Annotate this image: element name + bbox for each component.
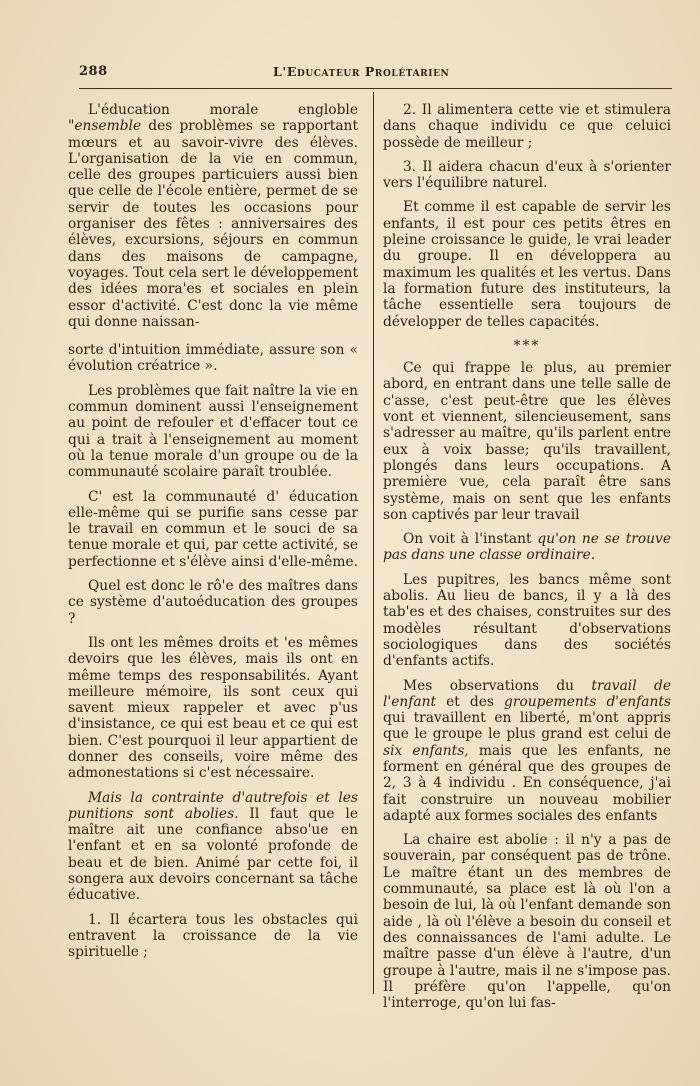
paragraph-observations	[383, 678, 671, 825]
paragraph-furniture: Les pupitres, les bancs même sont abolis. Au lieu de bancs, il y a là des tab'es et des chaises, construites sur des modèles résultant d'observations sociologiques dans des sociétés d'enfants actifs.	[383, 571, 671, 670]
paragraph-constraint	[68, 790, 358, 904]
italic-run: groupements d'enfants	[504, 693, 671, 710]
running-title: L'Educateur Prolétarien	[273, 64, 450, 79]
paragraph-community: C' est la communauté d' éducation elle-même qui se purifie sans cesse par le travail en commun et le souci de sa tenue morale et qui, par cette activité, se perfectionne et s'élève ainsi d'elle-même.	[68, 488, 358, 570]
italic-run: qu'on ne se trouve pas dans une classe ordinaire.	[383, 531, 671, 564]
text-run: L'éducation morale engloble	[88, 102, 358, 118]
italic-run: six enfants,	[383, 742, 469, 759]
paragraph-role-question: Quel est donc le rô'e des maîtres dans ce système d'autoéducation des groupes ?	[68, 578, 358, 627]
paragraph-not-ordinary	[383, 531, 671, 564]
left-column	[68, 102, 358, 969]
column-divider	[373, 92, 374, 994]
text-run: des problèmes se rapportant mœurs et au savoir-vivre des élèves. L'organisation de la vie en commun, celle des groupes particuiers aussi bien que celle de l'école entière, permet de se servir de toutes les occasions pour organiser des fêtes : anniversaires des élèves, excursions, séjours en commun dans des maisons de campagne, voyages. Tout cela sert le développement des idées mora'es et sociales en plein essor d'activité. C'est donc la vie même qui donne naissan-	[68, 118, 358, 330]
page-number: 288	[79, 64, 108, 79]
header-rule	[79, 88, 672, 89]
text-run: Il faut que le maître ait une confiance abso'ue en l'enfant et en sa volonté profonde de beau et de bien. Animé par cette foi, il songera aux devoirs concernant sa tâche éducative.	[68, 805, 358, 904]
paragraph-intuition: sorte d'intuition immédiate, assure son « évolution créatrice ».	[68, 342, 358, 375]
paragraph-teacher-duties: Ils ont les mêmes droits et 'es mêmes devoirs que les élèves, mais ils ont en même temps des responsabilités. Ayant meilleure mémoire, ils sont ceux qui savent mieux rappeler et avec p'us d'insistance, ce qui est beau et ce qui est bien. C'est pourquoi il leur appartient de donner des conseils, voire même des admonestations si c'est nécessaire.	[68, 634, 358, 782]
page-header	[79, 64, 669, 84]
right-column	[383, 102, 671, 1019]
paragraph-first-impression: Ce qui frappe le plus, au premier abord, en entrant dans une telle salle de c'asse, c'est peut-être que les élèves vont et viennent, silencieusement, sans s'adresser au maître, qu'ils parlent entre eux à voix basse; qu'ils travaillent, plongés dans leurs occupations. A première vue, cela paraît être sans système, mais on sent que les enfants son captivés par leur travail	[383, 360, 671, 523]
paragraph-guide: Et comme il est capable de servir les enfants, il est pour ces petits êtres en pleine croissance le guide, le vrai leader du groupe. Il en développera au maximum les qualités et les vertus. Dans la formation future des instituteurs, la tâche essentielle sera toujours de développer de telles capacités.	[383, 199, 671, 330]
italic-run: travail de l'enfant	[383, 677, 671, 710]
italic-run: "ensemble	[68, 118, 142, 135]
paragraph-moral-education	[68, 102, 358, 330]
paragraph-point-2: 2. Il alimentera cette vie et stimulera dans chaque individu ce que celuici possède de meilleur ;	[383, 102, 671, 151]
text-run: mais que les enfants, ne forment en général que des groupes de 2, 3 à 4 individu . En conséquence, j'ai fait construire un nouveau mobilier adapté aux formes sociales des enfants	[383, 742, 671, 824]
text-run: On voit à l'instant	[403, 531, 538, 548]
paragraph-chair-abolished: La chaire est abolie : il n'y a pas de souverain, par conséquent pas de trône. Le maître étant un des membres de communauté, sa place est là où l'on a besoin de lui, là où l'enfant demande son aide , là où l'élève a besoin du conseil et des connaissances de l'ami adulte. Le maître passe d'un élève à l'autre, d'un groupe à l'autre, mais il ne s'impose pas. Il préfère qu'on l'appelle, qu'on l'interroge, qu'on lui fas-	[383, 832, 671, 1012]
section-separator: ***	[513, 337, 541, 354]
text-run: et des	[436, 693, 505, 710]
paragraph-common-life: Les problèmes que fait naître la vie en commun dominent aussi l'enseignement au point de refouler et d'effacer tout ce qui a trait à l'enseignement au moment où la tenue morale d'un groupe ou de la communauté scolaire paraît troublée.	[68, 382, 358, 481]
italic-run: Mais la contrainte d'autrefois et les punitions sont abolies.	[68, 789, 358, 822]
paragraph-point-3: 3. Il aidera chacun d'eux à s'orienter vers l'équilibre naturel.	[383, 158, 671, 192]
paragraph-point-1: 1. Il écartera tous les obstacles qui entravent la croissance de la vie spirituelle ;	[68, 911, 358, 961]
text-run: Mes observations du	[403, 677, 592, 694]
text-run: qui travaillent en liberté, m'ont appris que le groupe le plus grand est celui de	[383, 710, 671, 743]
